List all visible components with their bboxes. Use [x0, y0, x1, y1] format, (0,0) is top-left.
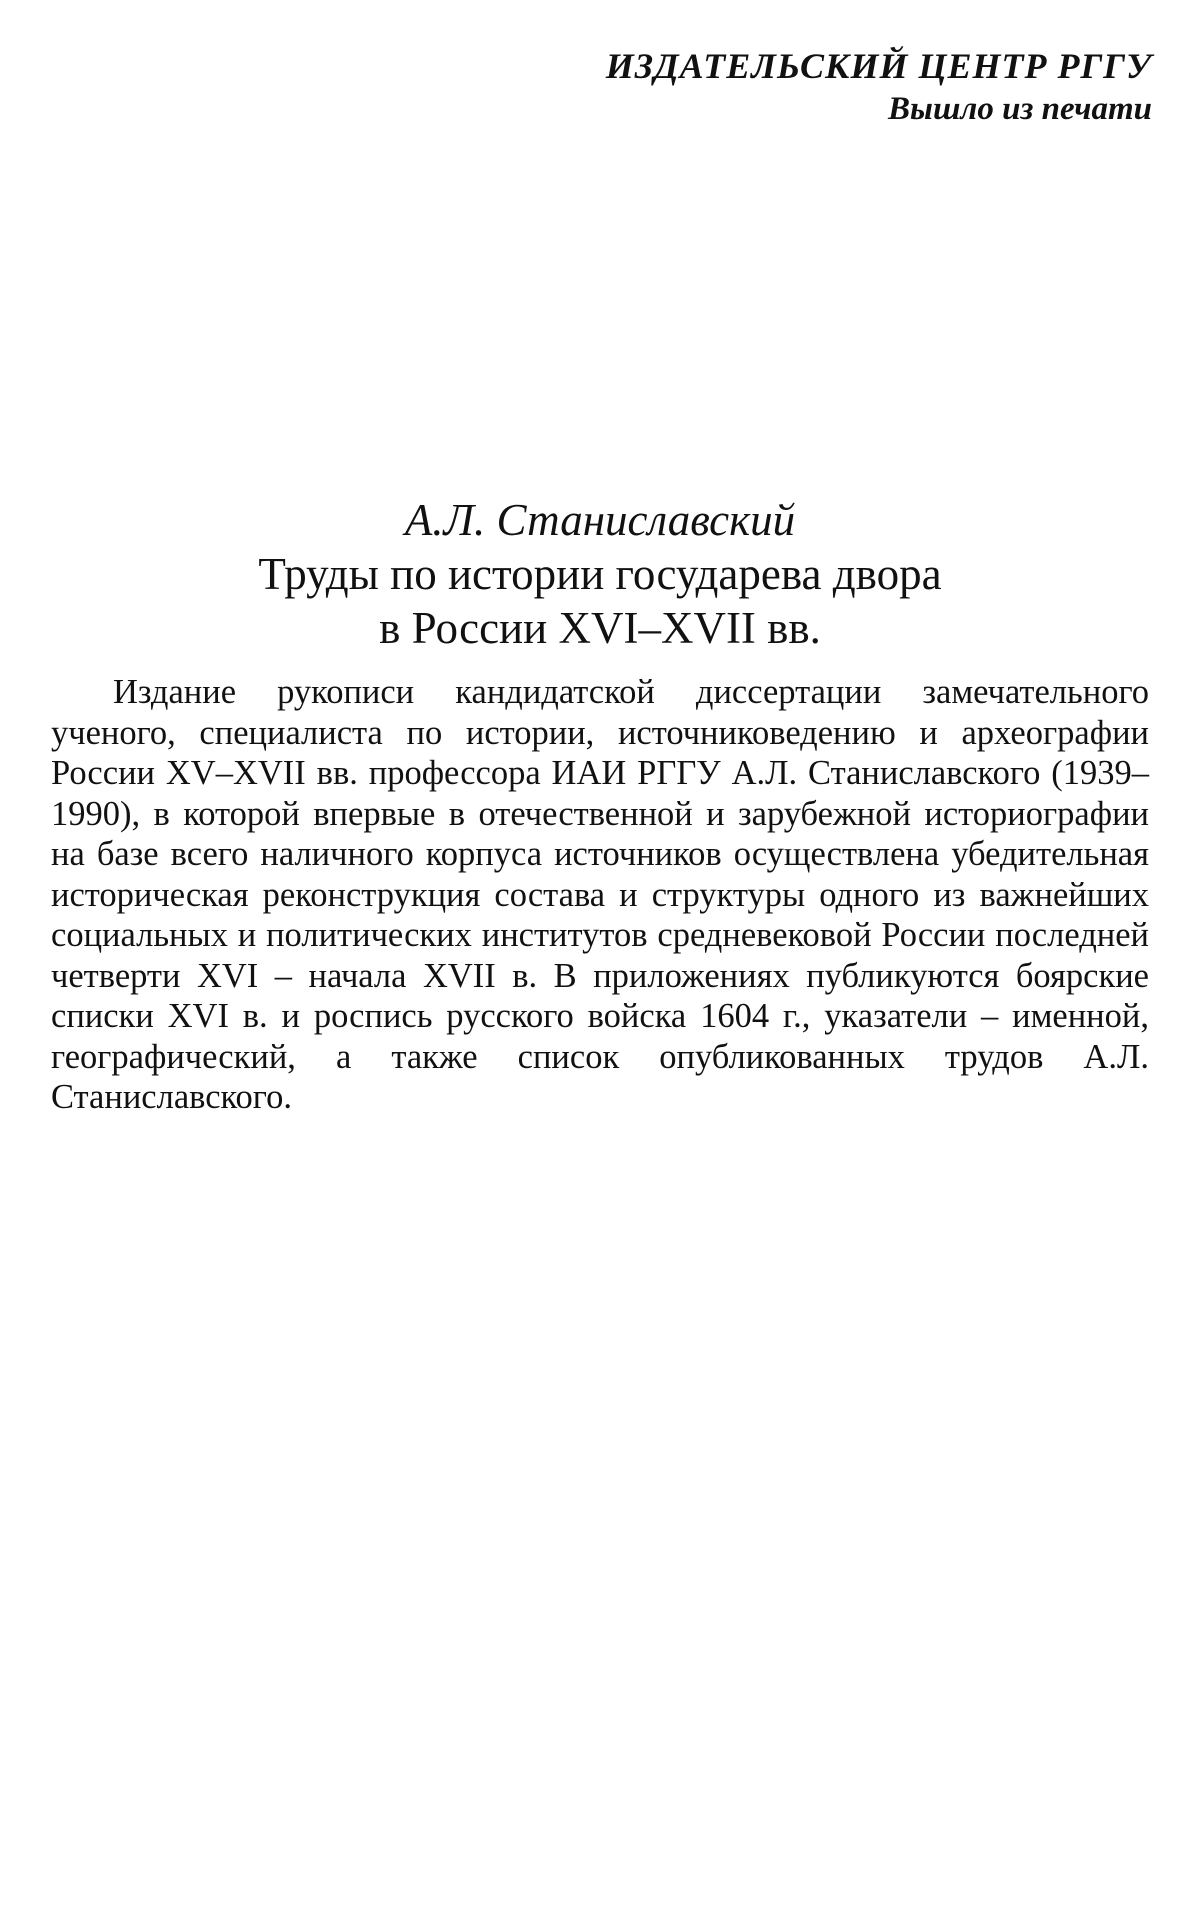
- book-title-line-1: Труды по истории государева двора: [258, 549, 942, 599]
- book-description: Издание рукописи кандидатской диссертации замечательного ученого, специалиста по истории, источниковедению и археографии России XV–XVII вв. профессора ИАИ РГГУ А.Л. Станиславского (1939–1990), в которой впервые в отечественной и зарубежной историографии на базе всего наличного корпуса источников осуществлена убедительная историческая реконструкция состава и структуры одного из важнейших социальных и политических институтов средневековой России последней четверти XVI – начала XVII в. В приложениях публикуются боярские списки XVI в. и роспись русского войска 1604 г., указатели – именной, географический, а также список опубликованных трудов А.Л. Станиславского.: [51, 673, 1149, 1116]
- publisher-name: ИЗДАТЕЛЬСКИЙ ЦЕНТР РГГУ: [605, 46, 1152, 86]
- book-title-line-2: в России XVI–XVII вв.: [379, 603, 821, 653]
- book-author: А.Л. Станиславский: [404, 495, 796, 545]
- page-header: [606, 44, 1152, 130]
- publication-status: Вышло из печати: [888, 91, 1152, 127]
- book-title-block: [0, 493, 1200, 655]
